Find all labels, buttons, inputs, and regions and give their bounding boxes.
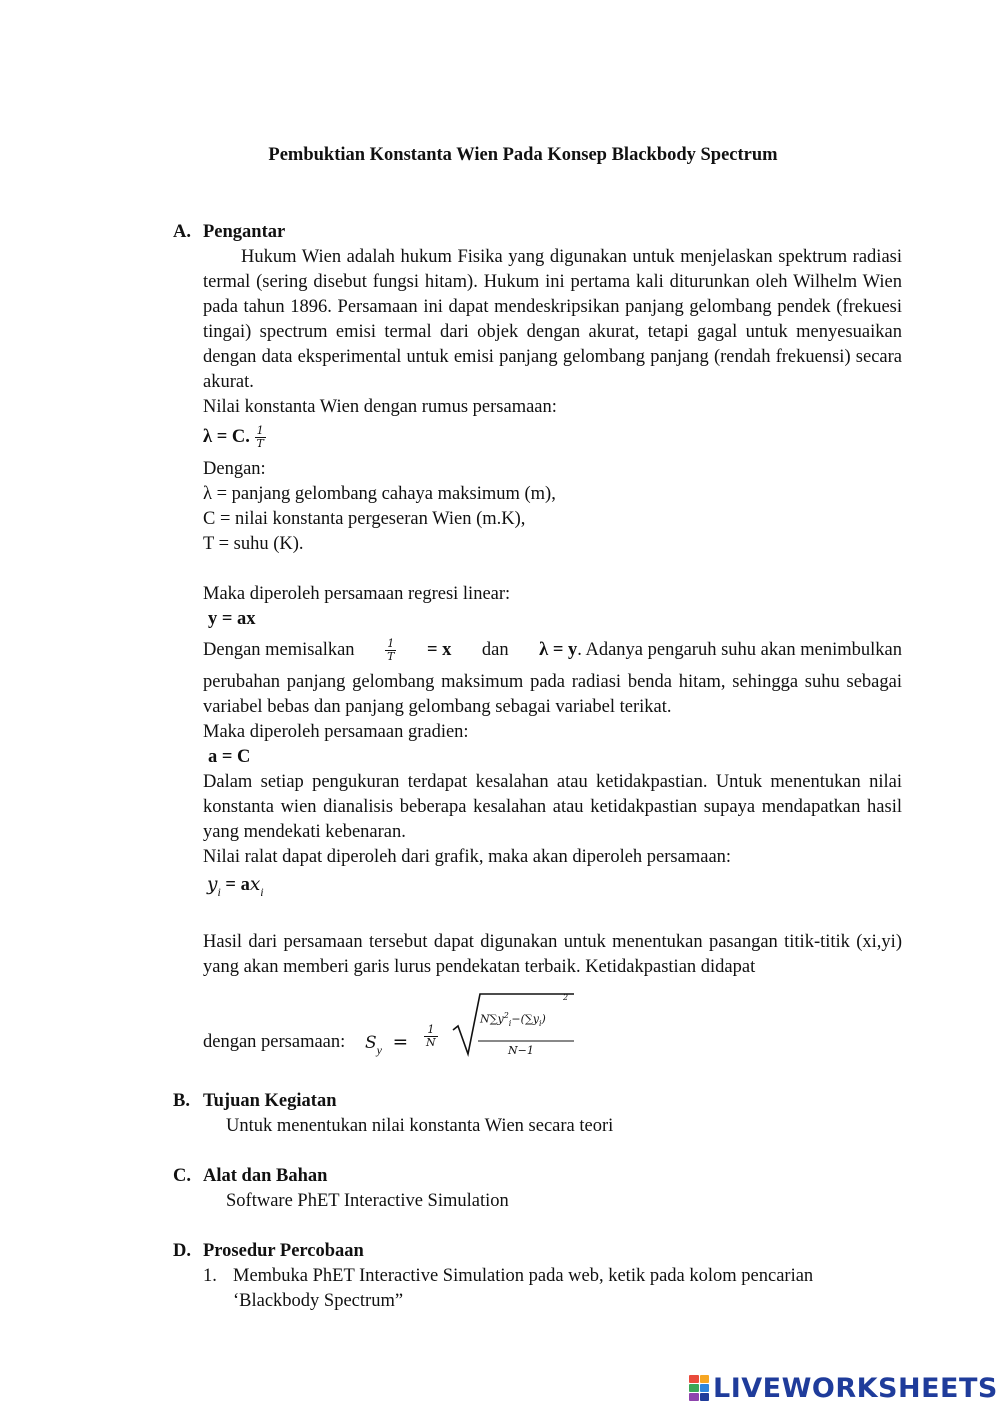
- memisalkan-line: [203, 634, 902, 666]
- ketidakpastian-paragraph: Dalam setiap pengukuran terdapat kesalahan atau ketidakpastian. Untuk menentukan nilai konstanta wien dianalisis beberapa kesalahan atau ketidakpastian supaya mendapatkan hasil yang mendekati kebenaran.: [203, 772, 902, 842]
- hasil-paragraph: Hasil dari persamaan tersebut dapat digunakan untuk menentukan pasangan titik-titik (xi,yi) yang akan memberi garis lurus pendekatan terbaik. Ketidakpastian didapat: [203, 932, 902, 977]
- step-number: 1.: [203, 1266, 217, 1286]
- liveworksheets-logo-text: LIVEWORKSHEETS: [713, 1372, 998, 1404]
- page-title: Pembuktian Konstanta Wien Pada Konsep Blackbody Spectrum: [268, 145, 778, 165]
- def-t: T = suhu (K).: [203, 534, 304, 554]
- formula-fraction: $\frac{1}{T}$: [256, 424, 264, 451]
- step-line-1: Membuka PhET Interactive Simulation pada web, ketik pada kolom pencarian: [233, 1266, 814, 1286]
- intro-paragraph: Hukum Wien adalah hukum Fisika yang digunakan untuk menjelaskan spektrum radiasi termal (sering disebut fungsi hitam). Hukum ini pertama kali diturunkan oleh Wilhelm Wien pada tahun 1896. Persamaan ini dapat mendeskripsikan panjang gelombang pendek (frekuesi tingai) spectrum emisi termal dari objek dengan akurat, tetapi gagal untuk menyesuaikan dengan data eksperimental untuk emisi panjang gelombang panjang (rendah frekuensi) secara akurat.: [203, 247, 902, 392]
- ralat-equation: $y_i = ax_i$: [207, 874, 264, 899]
- memisalkan-eq-y: λ = y: [539, 639, 578, 660]
- memisalkan-post: . Adanya pengaruh suhu akan menimbulkan: [577, 639, 902, 660]
- section-b-heading: Tujuan Kegiatan: [203, 1091, 337, 1111]
- regresi-intro: Maka diperoleh persamaan regresi linear:: [203, 584, 511, 604]
- liveworksheets-logo-icon: [689, 1375, 709, 1401]
- formula-lhs: λ = C.: [203, 427, 250, 447]
- liveworksheets-logo[interactable]: [689, 1373, 998, 1403]
- regresi-equation: y = ax: [208, 609, 256, 629]
- ralat-intro: Nilai ralat dapat diperoleh dari grafik, maka akan diperoleh persamaan:: [203, 847, 732, 867]
- sqrt-numerator: $N\sum y^2_i-(\sum y_i)$: [480, 1011, 546, 1028]
- sqrt-denominator: N−1: [508, 1044, 534, 1057]
- memisalkan-continuation: perubahan panjang gelombang maksimum pada radiasi benda hitam, sehingga suhu sebagai variabel bebas dan panjang gelombang sebagai variabel terikat.: [203, 672, 902, 717]
- sy-fraction: $\frac{1}{N}$: [426, 1023, 436, 1049]
- section-d-letter: D.: [173, 1241, 191, 1261]
- sqrt-outer-exponent: 2: [563, 993, 569, 1002]
- section-c-heading: Alat dan Bahan: [203, 1166, 328, 1186]
- memisalkan-dan: dan: [481, 639, 509, 660]
- gradien-equation: a = C: [208, 747, 251, 767]
- memisalkan-fraction: $\frac{1}{T}$: [387, 636, 395, 663]
- constant-intro: Nilai konstanta Wien dengan rumus persamaan:: [203, 397, 557, 417]
- wien-formula: [203, 425, 266, 450]
- def-c: C = nilai konstanta pergeseran Wien (m.K),: [203, 509, 526, 529]
- gradien-intro: Maka diperoleh persamaan gradien:: [203, 722, 469, 742]
- memisalkan-eq-x: = x: [426, 639, 452, 660]
- step-line-2: ‘Blackbody Spectrum”: [233, 1291, 404, 1311]
- dengan-label: Dengan:: [203, 459, 266, 479]
- section-b-letter: B.: [173, 1091, 190, 1111]
- sy-lhs: $S_y$ =: [365, 1032, 409, 1057]
- dengan-persamaan: dengan persamaan:: [203, 1032, 346, 1052]
- section-b-body: Untuk menentukan nilai konstanta Wien secara teori: [226, 1116, 614, 1136]
- section-c-letter: C.: [173, 1166, 191, 1186]
- memisalkan-pre: Dengan memisalkan: [203, 639, 355, 660]
- section-a-letter: A.: [173, 222, 191, 242]
- def-lambda: λ = panjang gelombang cahaya maksimum (m),: [203, 484, 556, 504]
- section-a-heading: Pengantar: [203, 222, 286, 242]
- section-d-heading: Prosedur Percobaan: [203, 1241, 364, 1261]
- section-c-body: Software PhET Interactive Simulation: [226, 1191, 509, 1211]
